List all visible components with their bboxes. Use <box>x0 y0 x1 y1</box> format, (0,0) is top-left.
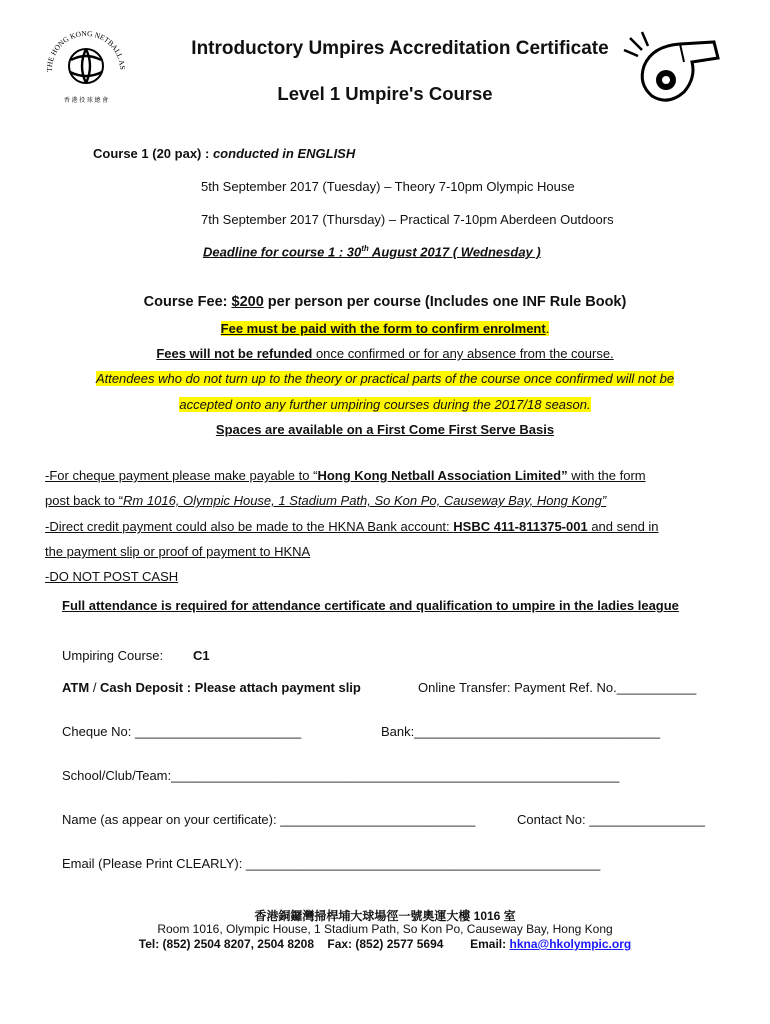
school-club-field[interactable]: School/Club/Team:______________________________________________________________ <box>62 768 620 783</box>
post-address: Rm 1016, Olympic House, 1 Stadium Path, So Kon Po, Causeway Bay, Hong Kong” <box>123 493 607 508</box>
attendees-warning-2 <box>0 397 770 412</box>
logo-chinese-name: 香 港 投 球 總 會 <box>63 98 109 104</box>
no-cash-note: -DO NOT POST CASH <box>45 569 179 584</box>
contact-field[interactable]: Contact No: ________________ <box>517 812 705 827</box>
attendance-note: Full attendance is required for attendance certificate and qualification to umpire in the ladies league <box>62 598 679 613</box>
deadline-text-a: Deadline for course 1 : 30 <box>203 244 362 260</box>
credit-instructions-2: the payment slip or proof of payment to HKNA <box>45 544 311 559</box>
fee-amount: $200 <box>231 294 264 310</box>
bank-account: HSBC 411-811375-001 <box>453 519 588 534</box>
no-refund-rest: once confirmed or for any absence from the course. <box>312 346 614 361</box>
course-session-practical: 7th September 2017 (Thursday) – Practical 7-10pm Aberdeen Outdoors <box>201 212 614 227</box>
umpiring-course-value: C1 <box>193 648 210 663</box>
attendees-line-2: accepted onto any further umpiring courses during the 2017/18 season. <box>179 397 591 412</box>
course-label: Course 1 (20 pax) : <box>93 146 210 161</box>
deadline-sup: th <box>361 244 369 253</box>
logo-org-name: THE HONG KONG NETBALL AS <box>44 28 128 73</box>
no-refund-bold: Fees will not be refunded <box>156 346 313 361</box>
page-subtitle: Level 1 Umpire's Course <box>277 83 493 104</box>
online-transfer-field[interactable]: Online Transfer: Payment Ref. No.___________ <box>418 680 697 695</box>
bank-field[interactable]: Bank:__________________________________ <box>381 724 661 739</box>
footer-contacts <box>0 937 770 951</box>
footer-address-cn: 香港銅鑼灣掃桿埔大球場徑一號奧運大樓 1016 室 <box>254 909 516 923</box>
cheque-text-a: -For cheque payment please make payable to “ <box>45 468 318 483</box>
fee-must-pay <box>0 321 770 336</box>
atm-separator: / <box>89 680 101 695</box>
email-field[interactable]: Email (Please Print CLEARLY): _________________________________________________ <box>62 856 601 871</box>
cash-deposit-label: Cash Deposit : Please attach payment slip <box>100 680 361 695</box>
attendees-warning-1 <box>0 371 770 386</box>
footer-email-link[interactable]: hkna@hkolympic.org <box>509 937 632 951</box>
footer-fax: Fax: (852) 2577 5694 <box>327 937 444 951</box>
atm-label: ATM <box>62 680 90 695</box>
deadline-text-b: August 2017 ( Wednesday ) <box>368 244 541 260</box>
postal-address <box>45 493 606 508</box>
atm-cash-deposit <box>62 680 361 695</box>
attendees-line-1: Attendees who do not turn up to the theory or practical parts of the course once confirmed will not be <box>95 371 675 386</box>
fee-prefix: Course Fee: <box>143 294 232 310</box>
course-session-theory: 5th September 2017 (Tuesday) – Theory 7-10pm Olympic House <box>201 179 575 194</box>
footer-email-label: Email: <box>470 937 510 951</box>
cheque-text-c: with the form <box>567 468 646 483</box>
credit-text-c: and send in <box>587 519 659 534</box>
cheque-payee: Hong Kong Netball Association Limited” <box>317 468 568 483</box>
course-heading <box>93 146 355 161</box>
cheque-instructions <box>45 468 646 483</box>
post-text-a: post back to “ <box>45 493 124 508</box>
name-field[interactable]: Name (as appear on your certificate): ___________________________ <box>62 812 476 827</box>
fee-must-pay-dot: . <box>545 321 550 336</box>
footer-address-en: Room 1016, Olympic House, 1 Stadium Path, So Kon Po, Causeway Bay, Hong Kong <box>157 922 613 936</box>
umpiring-course-label: Umpiring Course: <box>62 648 164 663</box>
credit-instructions <box>45 519 659 534</box>
course-language: conducted in ENGLISH <box>212 146 356 161</box>
spaces-note: Spaces are available on a First Come First Serve Basis <box>215 422 555 437</box>
footer-tel: Tel: (852) 2504 8207, 2504 8208 <box>138 937 315 951</box>
fee-suffix: per person per course (Includes one INF Rule Book) <box>263 294 627 310</box>
page-title: Introductory Umpires Accreditation Certificate <box>191 38 609 59</box>
credit-text-a: -Direct credit payment could also be made to the HKNA Bank account: <box>45 519 454 534</box>
course-fee <box>0 294 770 310</box>
cheque-no-field[interactable]: Cheque No: _______________________ <box>62 724 302 739</box>
fee-no-refund <box>0 346 770 361</box>
course-deadline <box>203 244 541 259</box>
fee-must-pay-text: Fee must be paid with the form to confirm enrolment <box>220 321 546 336</box>
